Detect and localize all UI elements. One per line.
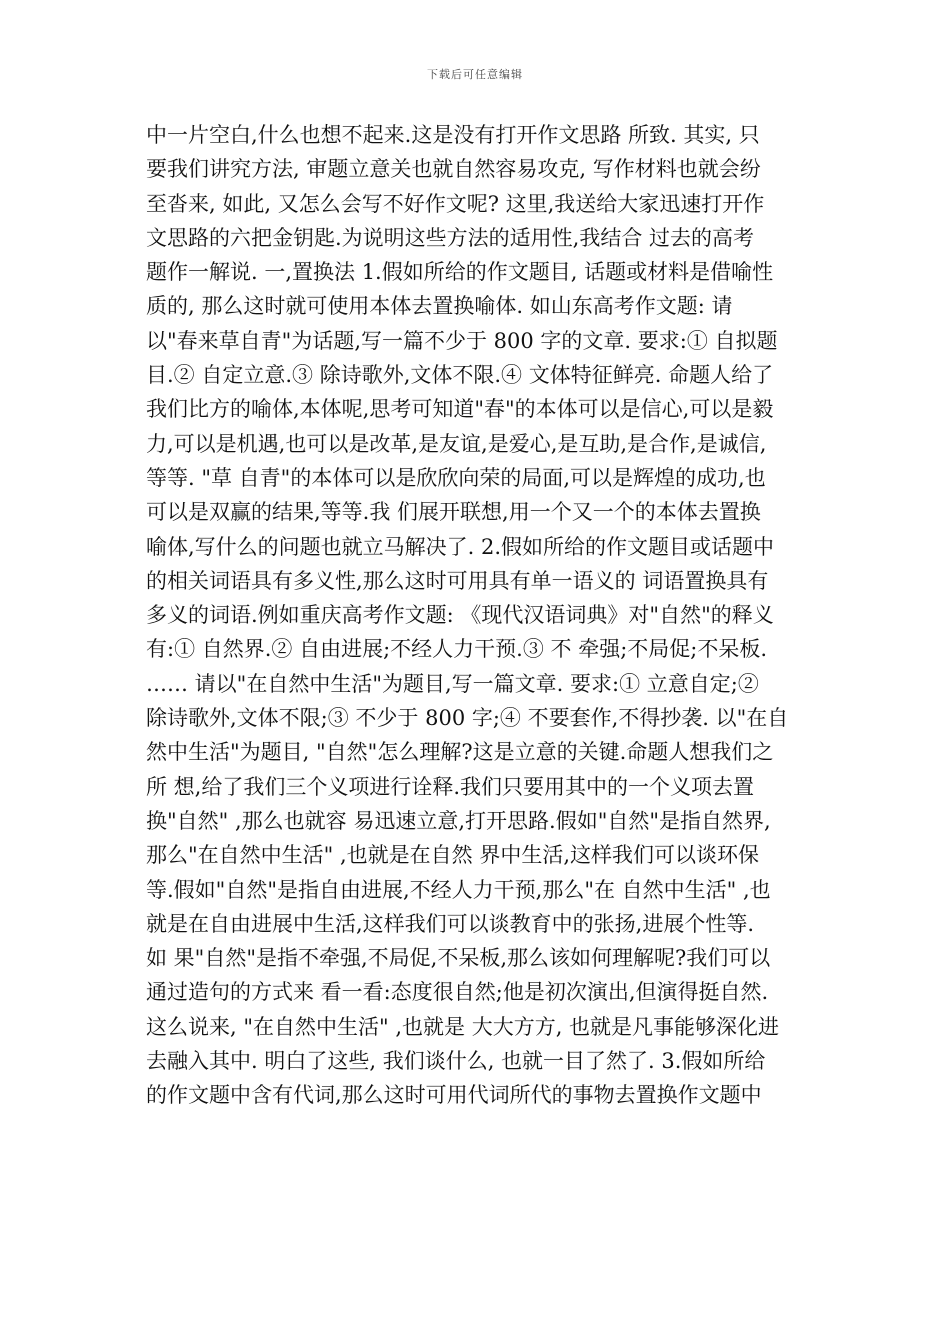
text-line: 等.假如"自然"是指自由进展,不经人力干预,那么"在 自然中生活" ,也	[146, 877, 771, 902]
text-line: 至沓来, 如此, 又怎么会写不好作文呢? 这里,我送给大家迅速打开作	[146, 191, 765, 216]
text-line: 所 想,给了我们三个义项进行诠释.我们只要用其中的一个义项去置	[146, 774, 755, 799]
text-line: 喻体,写什么的问题也就立马解决了. 2.假如所给的作文题目或话题中	[146, 534, 775, 559]
text-line: …… 请以"在自然中生活"为题目,写一篇文章. 要求:① 立意自定;②	[146, 671, 759, 696]
text-line: 多义的词语.例如重庆高考作文题: 《现代汉语词典》对"自然"的释义	[146, 603, 774, 628]
text-line: 可以是双赢的结果,等等.我 们展开联想,用一个又一个的本体去置换	[146, 500, 761, 525]
text-line: 中一片空白,什么也想不起来.这是没有打开作文思路 所致. 其实, 只	[146, 123, 760, 147]
text-line: 文思路的六把金钥匙.为说明这些方法的适用性,我结合 过去的高考	[146, 225, 755, 250]
text-line: 以"春来草自青"为话题,写一篇不少于 800 字的文章. 要求:① 自拟题	[146, 328, 778, 353]
text-line: 有:① 自然界.② 自由进展;不经人力干预.③ 不 牵强;不局促;不呆板.	[146, 637, 768, 662]
text-line: 换"自然" ,那么也就容 易迅速立意,打开思路.假如"自然"是指自然界,	[146, 808, 771, 833]
text-line: 的相关词语具有多义性,那么这时可用具有单一语义的 词语置换具有	[146, 568, 769, 593]
text-line: 我们比方的喻体,本体呢,思考可知道"春"的本体可以是信心,可以是毅	[146, 397, 774, 422]
text-line: 那么"在自然中生活" ,也就是在自然 界中生活,这样我们可以谈环保	[146, 843, 760, 868]
text-line: 题作一解说. 一,置换法 1.假如所给的作文题目, 话题或材料是借喻性	[146, 260, 774, 285]
text-line: 除诗歌外,文体不限;③ 不少于 800 字;④ 不要套作,不得抄袭. 以"在自	[146, 706, 789, 731]
text-line: 如 果"自然"是指不牵强,不局促,不呆板,那么该如何理解呢?我们可以	[146, 946, 771, 971]
text-line: 这么说来, "在自然中生活" ,也就是 大大方方, 也就是凡事能够深化进	[146, 1014, 780, 1039]
page-header: 下载后可任意编辑	[427, 68, 523, 81]
text-line: 质的, 那么这时就可使用本体去置换喻体. 如山东高考作文题: 请	[146, 294, 733, 319]
text-line: 就是在自由进展中生活,这样我们可以谈教育中的张扬,进展个性等.	[146, 911, 755, 936]
text-line: 的作文题中含有代词,那么这时可用代词所代的事物去置换作文题中	[146, 1083, 762, 1108]
text-line: 目.② 自定立意.③ 除诗歌外,文体不限.④ 文体特征鲜亮. 命题人给了	[146, 363, 774, 388]
text-line: 力,可以是机遇,也可以是改革,是友谊,是爱心,是互助,是合作,是诚信,	[146, 431, 767, 456]
text-line: 通过造句的方式来 看一看:态度很自然;他是初次演出,但演得挺自然.	[146, 980, 769, 1005]
text-line: 然中生活"为题目, "自然"怎么理解?这是立意的关键.命题人想我们之	[146, 740, 774, 765]
text-line: 等等. "草 自青"的本体可以是欣欣向荣的局面,可以是辉煌的成功,也	[146, 465, 766, 490]
document-body	[146, 118, 812, 1113]
text-line: 要我们讲究方法, 审题立意关也就自然容易攻克, 写作材料也就会纷	[146, 157, 761, 182]
text-line: 去融入其中. 明白了这些, 我们谈什么, 也就一目了然了. 3.假如所给	[146, 1049, 766, 1074]
